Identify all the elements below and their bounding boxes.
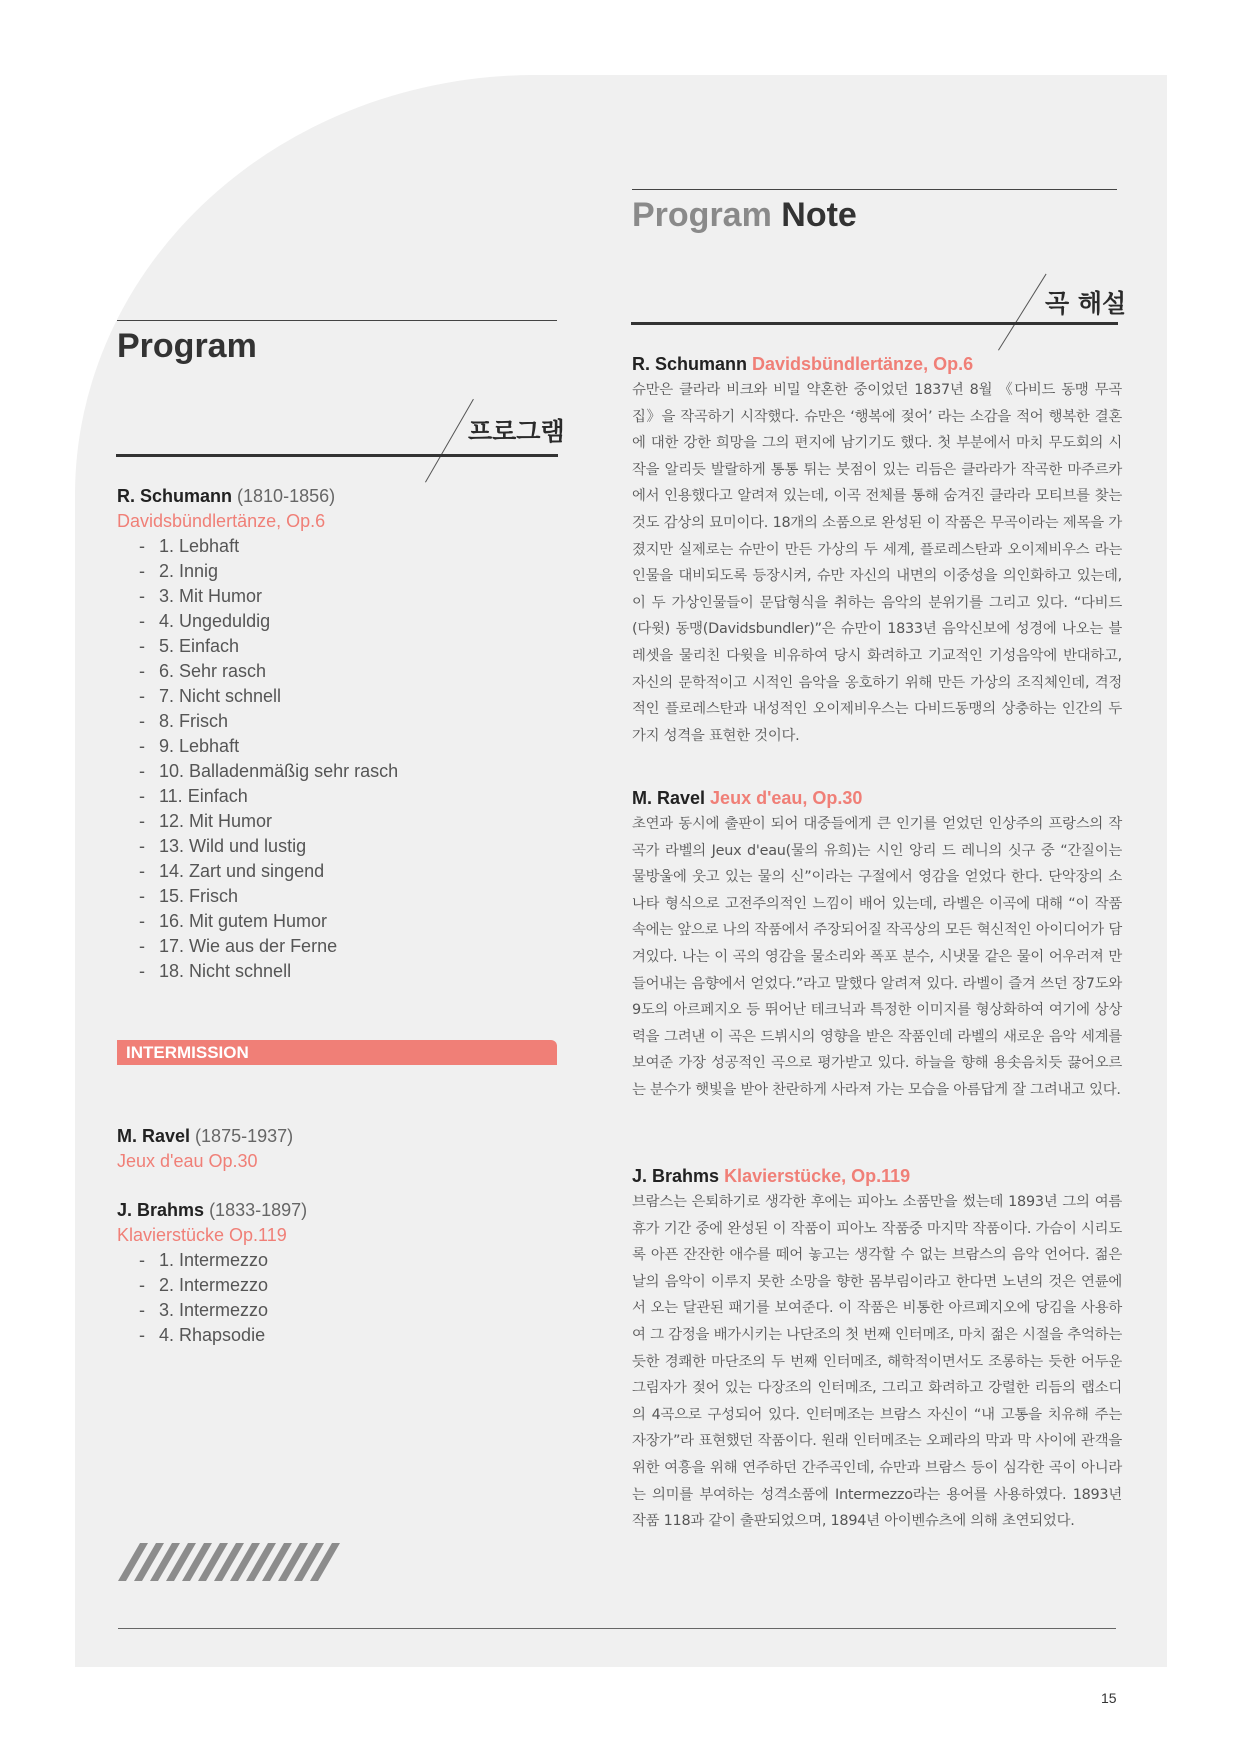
movement-item xyxy=(139,1273,557,1298)
note-ravel xyxy=(632,785,1122,1104)
note-heading-ko: 곡 해설 xyxy=(1045,289,1127,318)
movement-item xyxy=(139,559,557,584)
dash-bullet: - xyxy=(139,1275,145,1295)
dash-bullet: - xyxy=(139,1325,145,1345)
note-composer: R. Schumann xyxy=(632,354,748,374)
movement-item xyxy=(139,934,557,959)
note-work: Jeux d'eau, Op.30 xyxy=(710,788,863,808)
program-note-heading xyxy=(632,196,857,235)
note-title xyxy=(632,351,1122,377)
movement-label: 2. Innig xyxy=(159,561,219,581)
dash-bullet: - xyxy=(139,611,145,631)
heading-word-program: Program xyxy=(632,196,772,234)
movement-label: 12. Mit Humor xyxy=(159,811,273,831)
movement-item xyxy=(139,734,557,759)
composer-years: (1833-1897) xyxy=(209,1200,308,1220)
movement-item xyxy=(139,834,557,859)
note-work: Klavierstücke, Op.119 xyxy=(724,1166,911,1186)
movement-item xyxy=(139,709,557,734)
dash-bullet: - xyxy=(139,586,145,606)
note-composer: J. Brahms xyxy=(632,1166,720,1186)
note-title xyxy=(632,785,1122,811)
composer-years: (1810-1856) xyxy=(237,486,336,506)
intermission-banner: INTERMISSION xyxy=(117,1040,557,1065)
movement-item xyxy=(139,784,557,809)
note-body: 브람스는 은퇴하기로 생각한 후에는 피아노 소품만을 썼는데 1893년 그의 여름휴가 기간 중에 완성된 이 작품이 피아노 작품중 마지막 작품이다. 가슴이 시리도록 아픈 잔잔한 애수를 떼어 놓고는 생각할 수 없는 브람스의 음악 언어다. 젊은 날의 음악이 이루지 못한 소망을 향한 몸부림이라고 한다면 노년의 것은 연륜에서 오는 달관된 패기를 보여준다. 이 작품은 비통한 아르페지오에 당김을 사용하여 그 감정을 배가시키는 나단조의 첫 번째 인터메조, 마치 젊은 시절을 추억하는 듯한 경쾌한 마단조의 두 번째 인터메조, 해학적이면서도 조롱하는 듯한 어두운 그림자가 젖어 있는 다장조의 인터메조, 그리고 화려하고 강렬한 리듬의 랩소디의 4곡으로 구성되어 있다. 인터메조는 브람스 자신이 “내 고통을 치유해 주는 자장가”라 표현했던 작품이다. 원래 인터메조는 오페라의 막과 막 사이에 관객을 위한 여흥을 위해 연주하던 간주곡인데, 슈만과 브람스 등이 심각한 곡이 아니라는 의미를 부여하는 성격소품에 Intermezzo라는 용어를 사용하였다. 1893년 작품 118과 같이 출판되었으며, 1894년 아이벤슈츠에 의해 초연되었다. xyxy=(632,1194,1122,1530)
movement-item xyxy=(139,859,557,884)
dash-bullet: - xyxy=(139,636,145,656)
program-heading: Program xyxy=(117,327,257,365)
composer-name: R. Schumann xyxy=(117,486,233,506)
movement-label: 11. Einfach xyxy=(159,786,248,806)
movement-label: 3. Mit Humor xyxy=(159,586,263,606)
dash-bullet: - xyxy=(139,686,145,706)
page-number: 15 xyxy=(1101,1690,1117,1706)
program-thick-rule xyxy=(116,454,558,457)
dash-bullet: - xyxy=(139,911,145,931)
schumann-movement-list xyxy=(117,534,557,984)
note-brahms xyxy=(632,1163,1122,1535)
ravel-composer-line xyxy=(117,1124,557,1149)
note-work: Davidsbündlertänze, Op.6 xyxy=(752,354,974,374)
dash-bullet: - xyxy=(139,711,145,731)
program-top-rule xyxy=(117,320,557,321)
movement-label: 7. Nicht schnell xyxy=(159,686,282,706)
footer-rule xyxy=(118,1628,1116,1629)
dash-bullet: - xyxy=(139,786,145,806)
note-composer: M. Ravel xyxy=(632,788,706,808)
movement-item xyxy=(139,959,557,984)
dash-bullet: - xyxy=(139,936,145,956)
brahms-movement-list xyxy=(117,1248,557,1348)
note-title xyxy=(632,1163,1122,1189)
brahms-composer-line xyxy=(117,1198,557,1223)
heading-word-note: Note xyxy=(781,196,857,234)
composer-name: M. Ravel xyxy=(117,1126,191,1146)
dash-bullet: - xyxy=(139,661,145,681)
movement-item xyxy=(139,809,557,834)
movement-item xyxy=(139,1248,557,1273)
composer-name: J. Brahms xyxy=(117,1200,205,1220)
ravel-work-title: Jeux d'eau Op.30 xyxy=(117,1151,258,1171)
movement-item xyxy=(139,584,557,609)
movement-label: 9. Lebhaft xyxy=(159,736,240,756)
dash-bullet: - xyxy=(139,736,145,756)
dash-bullet: - xyxy=(139,1300,145,1320)
intermission-underline xyxy=(117,1064,557,1065)
movement-label: 15. Frisch xyxy=(159,886,239,906)
dash-bullet: - xyxy=(139,811,145,831)
dash-bullet: - xyxy=(139,536,145,556)
dash-bullet: - xyxy=(139,961,145,981)
schumann-program-block xyxy=(117,484,557,984)
movement-item xyxy=(139,909,557,934)
movement-label: 3. Intermezzo xyxy=(159,1300,269,1320)
movement-item xyxy=(139,609,557,634)
movement-label: 5. Einfach xyxy=(159,636,240,656)
movement-item xyxy=(139,659,557,684)
note-thick-rule xyxy=(631,322,1118,325)
movement-label: 4. Ungeduldig xyxy=(159,611,271,631)
movement-label: 10. Balladenmäßig sehr rasch xyxy=(159,761,399,781)
dash-bullet: - xyxy=(139,861,145,881)
movement-item xyxy=(139,759,557,784)
movement-label: 6. Sehr rasch xyxy=(159,661,267,681)
schumann-work-title: Davidsbündlertänze, Op.6 xyxy=(117,511,326,531)
movement-label: 16. Mit gutem Humor xyxy=(159,911,328,931)
note-body: 슈만은 클라라 비크와 비밀 약혼한 중이었던 1837년 8월 《다비드 동맹 무곡집》을 작곡하기 시작했다. 슈만은 ‘행복에 젖어’ 라는 소감을 적어 행복한 결혼에 대한 강한 희망을 그의 편지에 남기기도 했다. 첫 부분에서 마치 무도회의 시작을 알리듯 발랄하게 통통 튀는 붓점이 있는 리듬은 클라라가 작곡한 마주르카에서 인용했다고 알려져 있는데, 이곡 전체를 통해 숨겨진 클라라 모티브를 찾는 것도 감상의 묘미이다. 18개의 소품으로 완성된 이 작품은 무곡이라는 제목을 가졌지만 실제로는 슈만이 만든 가상의 두 세계, 플로레스탄과 오이제비우스 라는 인물을 대비되도록 등장시켜, 슈만 자신의 내면의 이중성을 의인화하고 있는데, 이 두 가상인물들이 문답형식을 취하는 음악의 분위기를 그리고 있다. “다비드(다윗) 동맹(Davidsbundler)”은 슈만이 1833년 음악신보에 성경에 나오는 블레셋을 물리친 다윗을 비유하여 당시 화려하고 기교적인 기성음악에 반대하고, 자신의 문학적이고 시적인 음악을 옹호하기 위해 만든 가상의 조직체인데, 격정적인 플로레스탄과 내성적인 오이제비우스는 다비드동맹의 상충하는 인간의 두가지 성격을 표현한 것이다. xyxy=(632,382,1122,744)
dash-bullet: - xyxy=(139,561,145,581)
dash-bullet: - xyxy=(139,836,145,856)
movement-item xyxy=(139,1323,557,1348)
dash-bullet: - xyxy=(139,1250,145,1270)
movement-item xyxy=(139,684,557,709)
movement-label: 4. Rhapsodie xyxy=(159,1325,266,1345)
movement-item xyxy=(139,634,557,659)
program-heading-ko: 프로그램 xyxy=(468,417,565,446)
note-schumann xyxy=(632,351,1122,749)
movement-label: 1. Lebhaft xyxy=(159,536,240,556)
movement-item xyxy=(139,1298,557,1323)
ravel-program-block xyxy=(117,1124,557,1174)
movement-label: 18. Nicht schnell xyxy=(159,961,292,981)
note-body: 초연과 동시에 출판이 되어 대중들에게 큰 인기를 얻었던 인상주의 프랑스의 작곡가 라벨의 Jeux d'eau(물의 유희)는 시인 앙리 드 레니의 싯구 중 “간질이는 물방울에 웃고 있는 물의 신”이라는 구절에서 영감을 얻었다 한다. 단악장의 소나타 형식으로 고전주의적인 느낌이 배어 있는데, 라벨은 이곡에 대해 “이 작품 속에는 앞으로 나의 작품에서 주장되어질 작곡상의 모든 혁신적인 아이디어가 담겨있다. 나는 이 곡의 영감을 물소리와 폭포 분수, 시냇물 같은 물이 어우러져 만들어내는 음향에서 얻었다.”라고 말했다 알려져 있다. 라벨이 즐겨 쓰던 장7도와 9도의 아르페지오 등 뛰어난 테크닉과 특정한 이미지를 형상화하여 여기에 상상력을 그려낸 이 곡은 드뷔시의 영향을 받은 작품인데 라벨의 새로운 음악 세계를 보여준 가장 성공적인 곡으로 평가받고 있다. 하늘을 향해 용솟음치듯 끓어오르는 분수가 햇빛을 받아 찬란하게 사라져 가는 모습을 아름답게 잘 그려내고 있다. xyxy=(632,816,1122,1098)
movement-label: 17. Wie aus der Ferne xyxy=(159,936,338,956)
composer-years: (1875-1937) xyxy=(195,1126,294,1146)
diagonal-stripes-decoration xyxy=(118,1543,348,1581)
movement-label: 8. Frisch xyxy=(159,711,229,731)
movement-label: 2. Intermezzo xyxy=(159,1275,269,1295)
brahms-program-block xyxy=(117,1198,557,1348)
movement-item xyxy=(139,884,557,909)
movement-label: 1. Intermezzo xyxy=(159,1250,269,1270)
schumann-composer-line xyxy=(117,484,557,509)
dash-bullet: - xyxy=(139,761,145,781)
movement-label: 14. Zart und singend xyxy=(159,861,325,881)
brahms-work-title: Klavierstücke Op.119 xyxy=(117,1225,287,1245)
dash-bullet: - xyxy=(139,886,145,906)
movement-item xyxy=(139,534,557,559)
movement-label: 13. Wild und lustig xyxy=(159,836,307,856)
note-top-rule xyxy=(632,189,1117,190)
